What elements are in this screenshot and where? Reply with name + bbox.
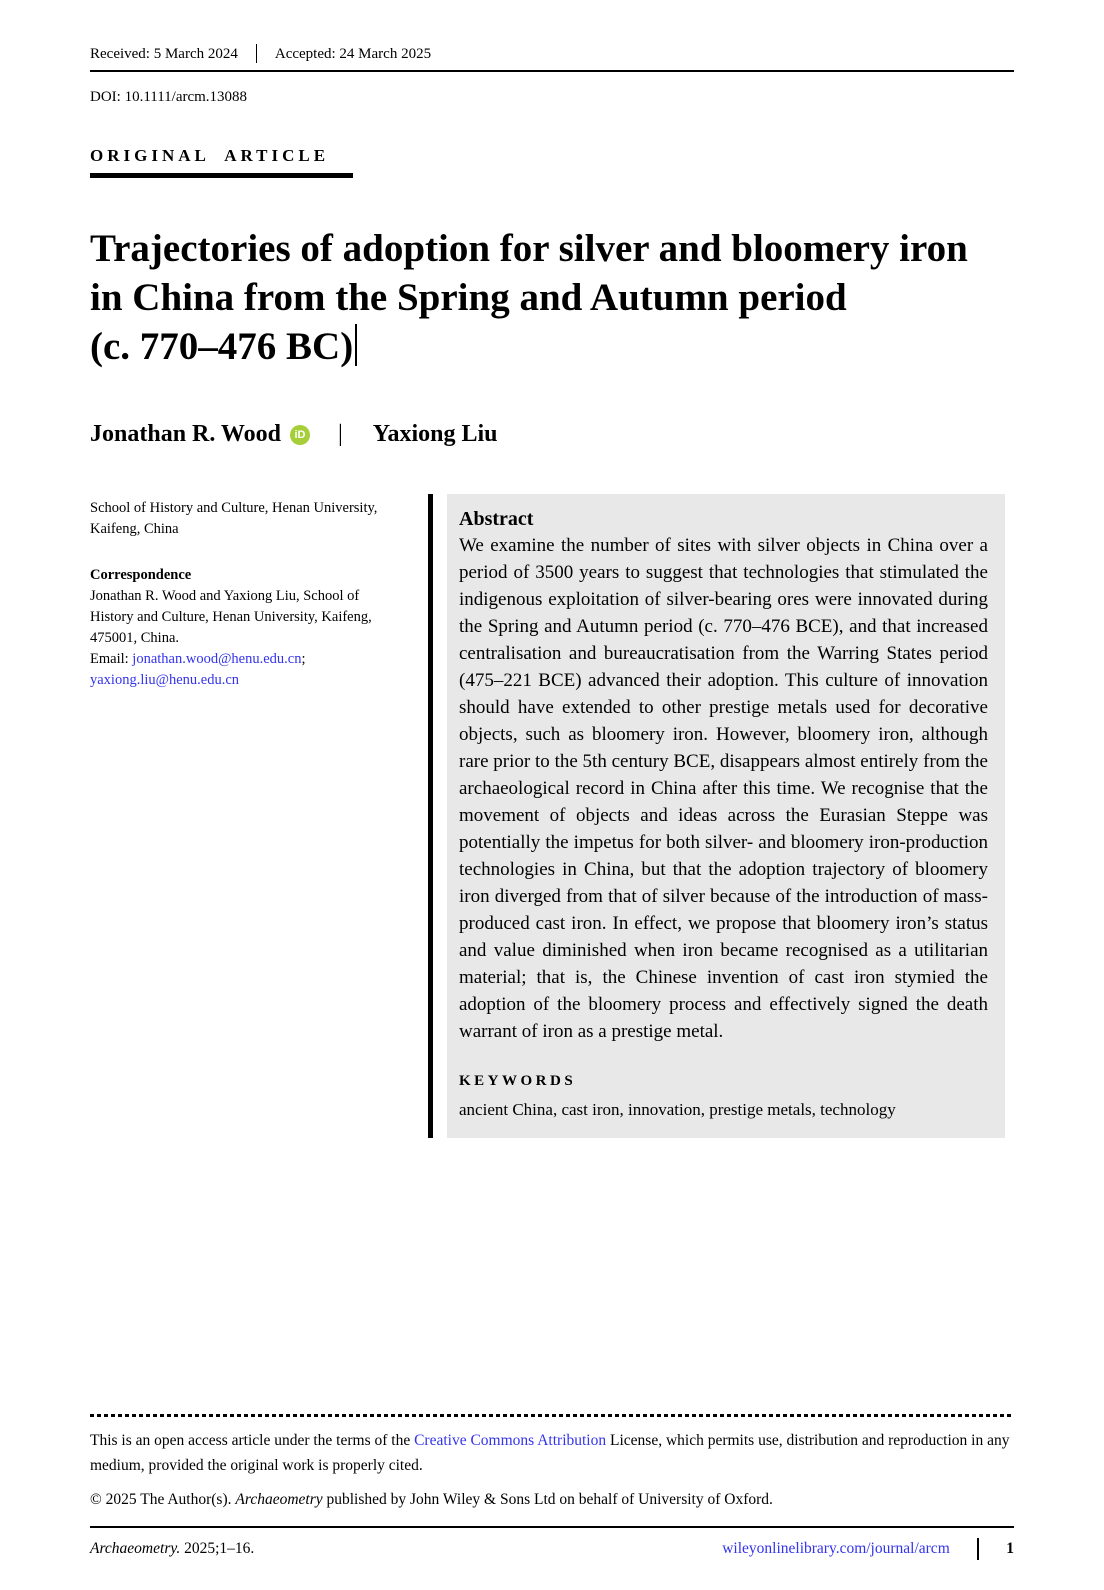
text-cursor	[355, 324, 357, 366]
email-link-1[interactable]: jonathan.wood@henu.edu.cn	[132, 651, 302, 667]
received-date: Received: 5 March 2024	[90, 46, 238, 62]
email-label: Email:	[90, 651, 133, 667]
email-link-2[interactable]: yaxiong.liu@henu.edu.cn	[90, 672, 240, 688]
footer-right	[722, 1538, 1014, 1560]
dashed-divider	[90, 1414, 1014, 1417]
footer-rule	[90, 1526, 1014, 1528]
orcid-icon[interactable]: iD	[290, 425, 310, 445]
abstract-side-bar	[428, 494, 433, 1138]
keywords-heading: KEYWORDS	[459, 1073, 577, 1089]
article-type-underline	[90, 173, 353, 178]
title-line-3: (c. 770–476 BC)	[90, 325, 354, 368]
abstract-heading: Abstract	[459, 508, 534, 530]
license-text-post: License, which permits use, distribution and reproduction in any medium, provided the original work is properly cited.	[90, 1432, 1010, 1474]
page-number: 1	[1006, 1540, 1014, 1557]
doi: DOI: 10.1111/arcm.13088	[90, 89, 248, 105]
license-text-pre: This is an open access article under the terms of the	[90, 1432, 415, 1449]
footer-row	[90, 1538, 1014, 1560]
correspondence-heading: Correspondence	[90, 567, 192, 583]
dates-header	[90, 46, 1014, 72]
citation-journal-name: Archaeometry.	[90, 1540, 181, 1557]
author-name-1: Jonathan R. Wood	[90, 421, 281, 447]
dates-divider	[256, 44, 257, 63]
affiliation-column	[90, 494, 428, 1138]
copyright-pre: © 2025 The Author(s).	[90, 1491, 236, 1508]
correspondence-body: Jonathan R. Wood and Yaxiong Liu, School of History and Culture, Henan University, Kaifeng, 475001, China.	[90, 588, 372, 646]
correspondence-emails	[90, 649, 404, 691]
title-line-2: in China from the Spring and Autumn period	[90, 276, 847, 319]
copyright-journal-name: Archaeometry	[235, 1491, 323, 1508]
page-number-divider	[977, 1538, 980, 1560]
abstract-panel	[447, 494, 1005, 1138]
abstract-text: We examine the number of sites with silver objects in China over a period of 3500 years to suggest that technologies that stimulated the indigenous exploitation of silver-bearing ores were innovated during the Spring and Autumn period (c. 770–476 BCE), and that increased centralisation and bureaucratisation from the Warring States period (475–221 BCE) advanced their adoption. This culture of innovation should have extended to other prestige metals used for decorative objects, such as bloomery iron. However, bloomery iron, although rare prior to the 5th century BCE, disappears almost entirely from the archaeological record in China after this time. We recognise that the movement of objects and ideas across the Eurasian Steppe was potentially the impetus for both silver- and bloomery iron-production technologies in China, but that the adoption trajectory of bloomery iron diverged from that of silver because of the introduction of mass-produced cast iron. In effect, we propose that bloomery iron’s status and value diminished when iron became recognised as a utilitarian material; that is, the Chinese invention of cast iron stymied the adoption of the bloomery process and effectively signed the death warrant of iron as a prestige metal.	[459, 535, 988, 1042]
copyright-notice	[90, 1491, 1014, 1509]
body-columns	[90, 494, 1014, 1138]
citation-details: 2025;1–16.	[180, 1540, 255, 1557]
journal-website-link[interactable]: wileyonlinelibrary.com/journal/arcm	[722, 1540, 950, 1557]
copyright-post: published by John Wiley & Sons Ltd on behalf of University of Oxford.	[322, 1491, 773, 1508]
page-footer	[90, 1414, 1014, 1560]
title-line-1: Trajectories of adoption for silver and bloomery iron	[90, 227, 968, 270]
author-name-2: Yaxiong Liu	[372, 421, 498, 447]
open-access-notice	[90, 1428, 1014, 1478]
journal-citation	[90, 1540, 254, 1558]
accepted-date: Accepted: 24 March 2025	[274, 46, 432, 62]
keywords-list: ancient China, cast iron, innovation, prestige metals, technology	[459, 1100, 896, 1119]
author-row	[90, 421, 1014, 448]
affiliation: School of History and Culture, Henan University, Kaifeng, China	[90, 500, 378, 537]
author-separator: |	[337, 421, 343, 447]
email-separator: ;	[301, 651, 306, 667]
article-type-label: ORIGINAL ARTICLE	[90, 146, 330, 165]
article-title	[90, 224, 1014, 371]
creative-commons-link[interactable]: Creative Commons Attribution	[414, 1432, 607, 1449]
